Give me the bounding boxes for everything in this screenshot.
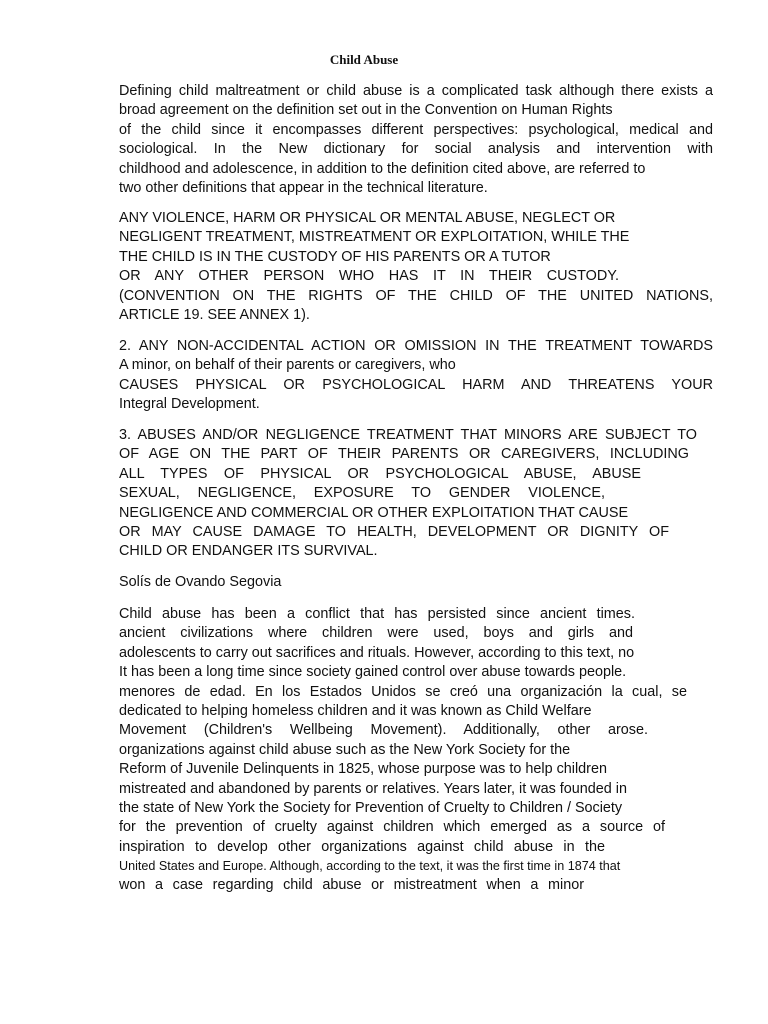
text-line: Integral Development. (119, 396, 260, 413)
text-line: dedicated to helping homeless children and it was known as Child Welfare (119, 702, 592, 719)
text-line: two other definitions that appear in the technical literature. (119, 179, 488, 196)
text-line: ancient civilizations where children were used, boys and girls and (119, 625, 633, 642)
text-line: inspiration to develop other organizations against child abuse in the (119, 838, 605, 855)
text-line: organizations against child abuse such as the New York Society for the (119, 741, 571, 758)
text-line: for the prevention of cruelty against children which emerged as a source of (119, 819, 665, 836)
paragraph-history (119, 605, 713, 896)
text-line: ALL TYPES OF PHYSICAL OR PSYCHOLOGICAL ABUSE, ABUSE (119, 465, 641, 482)
text-line: A minor, on behalf of their parents or caregivers, who (119, 357, 456, 374)
text-line: Movement (Children's Wellbeing Movement). Additionally, other arose. (119, 722, 648, 739)
paragraph-definition-1 (119, 209, 713, 325)
author-line (119, 573, 713, 592)
text-line: sociological. In the New dictionary for social analysis and intervention with (119, 141, 713, 158)
text-line: ARTICLE 19. SEE ANNEX 1). (119, 306, 310, 323)
text-line: 2. ANY NON-ACCIDENTAL ACTION OR OMISSION IN THE TREATMENT TOWARDS (119, 338, 713, 354)
text-line: THE CHILD IS IN THE CUSTODY OF HIS PARENTS OR A TUTOR (119, 248, 551, 265)
paragraph-intro (119, 82, 713, 198)
text-line: NEGLIGENT TREATMENT, MISTREATMENT OR EXPLOITATION, WHILE THE (119, 229, 630, 246)
text-line: SEXUAL, NEGLIGENCE, EXPOSURE TO GENDER VIOLENCE, (119, 485, 605, 502)
text-line: Child abuse has been a conflict that has persisted since ancient times. (119, 606, 635, 622)
text-line: It has been a long time since society gained control over abuse towards people. (119, 664, 627, 681)
text-line: ANY VIOLENCE, HARM OR PHYSICAL OR MENTAL ABUSE, NEGLECT OR (119, 210, 616, 226)
author-name: Solís de Ovando Segovia (119, 574, 282, 590)
text-line: Reform of Juvenile Delinquents in 1825, whose purpose was to help children (119, 761, 607, 778)
text-line: mistreated and abandoned by parents or relatives. Years later, it was founded in (119, 780, 627, 797)
text-line: OR MAY CAUSE DAMAGE TO HEALTH, DEVELOPMENT OR DIGNITY OF (119, 523, 669, 540)
text-line: of the child since it encompasses different perspectives: psychological, medical and (119, 121, 713, 138)
text-line: adolescents to carry out sacrifices and rituals. However, according to this text, no (119, 644, 635, 661)
document-title: Child Abuse (329, 52, 399, 67)
text-line: won a case regarding child abuse or mistreatment when a minor (119, 877, 584, 894)
text-line: menores de edad. En los Estados Unidos se creó una organización la cual, se (119, 683, 687, 700)
text-line: (CONVENTION ON THE RIGHTS OF THE CHILD OF THE UNITED NATIONS, (119, 287, 713, 304)
text-line: NEGLIGENCE AND COMMERCIAL OR OTHER EXPLOITATION THAT CAUSE (119, 504, 629, 521)
text-line: 3. ABUSES AND/OR NEGLIGENCE TREATMENT THAT MINORS ARE SUBJECT TO (119, 427, 697, 443)
paragraph-definition-3 (119, 426, 713, 562)
text-line: CAUSES PHYSICAL OR PSYCHOLOGICAL HARM AND THREATENS YOUR (119, 376, 713, 393)
text-line: broad agreement on the definition set out in the Convention on Human Rights (119, 102, 613, 119)
text-line: childhood and adolescence, in addition to the definition cited above, are referred to (119, 160, 646, 177)
text-line: CHILD OR ENDANGER ITS SURVIVAL. (119, 543, 378, 560)
text-line: United States and Europe. Although, according to the text, it was the first time in 1874 that (119, 859, 621, 874)
text-line: the state of New York the Society for Prevention of Cruelty to Children / Society (119, 799, 623, 816)
paragraph-definition-2 (119, 337, 713, 415)
text-line: OR ANY OTHER PERSON WHO HAS IT IN THEIR CUSTODY. (119, 268, 619, 285)
text-line: Defining child maltreatment or child abuse is a complicated task although there exists a (119, 83, 713, 99)
text-line: OF AGE ON THE PART OF THEIR PARENTS OR CAREGIVERS, INCLUDING (119, 446, 689, 463)
